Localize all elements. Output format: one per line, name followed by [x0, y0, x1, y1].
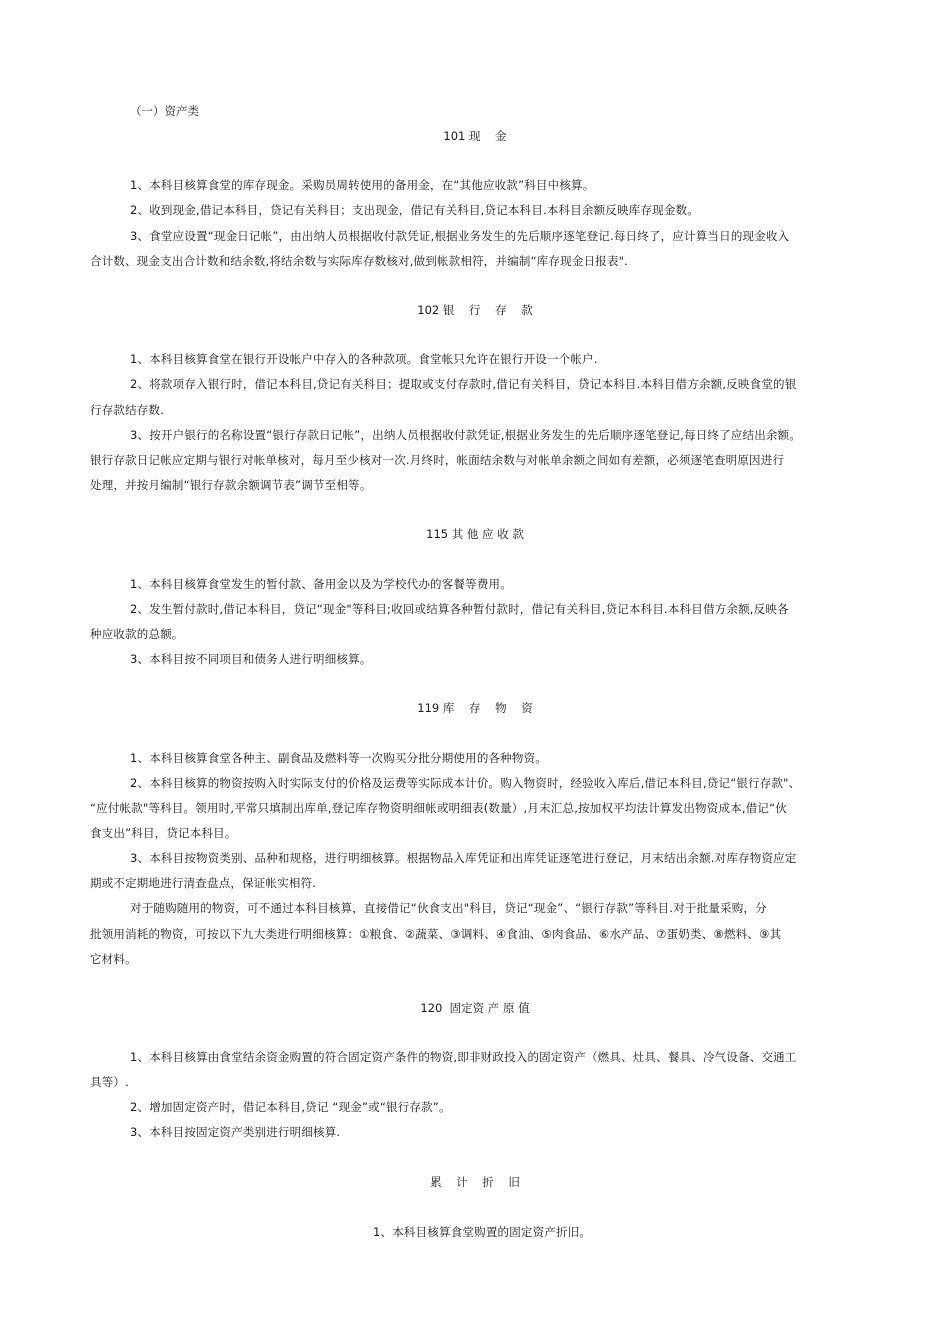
heading-101-cash: 101 现 金: [443, 129, 507, 143]
paragraph-line: 2、收到现金,借记本科目，贷记有关科目；支出现金，借记有关科目,贷记本科目.本科目余额反映库存现金数。: [130, 203, 699, 217]
paragraph-line: 2、本科目核算的物资按购入时实际支付的价格及运费等实际成本计价。购入物资时，经验收入库后,借记本科目,贷记“银行存款"、: [130, 776, 801, 790]
paragraph-line: 3、本科目按物资类别、品种和规格，进行明细核算。根据物品入库凭证和出库凭证逐笔进行登记，月末结出余额.对库存物资应定: [130, 851, 797, 865]
paragraph-line: 种应收款的总额。: [90, 627, 184, 641]
heading-115-other-receivables: 115 其 他 应 收 款: [426, 527, 524, 541]
paragraph-line: 1、本科目核算食堂的库存现金。采购员周转使用的备用金，在“其他应收款”科目中核算。: [130, 178, 595, 192]
heading-102-bank-deposit: 102 银 行 存 款: [417, 303, 533, 317]
paragraph-line: 行存款结存数.: [90, 403, 165, 417]
paragraph-line: 食支出”科目，贷记本科目。: [90, 826, 237, 840]
section-label: （一）资产类: [130, 104, 199, 118]
heading-119-inventory: 119 库 存 物 资: [417, 701, 533, 715]
paragraph-line: 1、本科目核算食堂各种主、副食品及燃料等一次购买分批分期使用的各种物资。: [130, 751, 548, 765]
heading-accumulated-depreciation: 累 计 折 旧: [430, 1175, 520, 1189]
paragraph-line: 2、增加固定资产时，借记本科目,贷记 “现金”或“银行存款”。: [130, 1100, 451, 1114]
paragraph-line: 处理，并按月编制“银行存款余额调节表”调节至相等。: [90, 478, 372, 492]
heading-120-fixed-assets: 120 固定资 产 原 值: [420, 1001, 530, 1015]
paragraph-line: 它材料。: [90, 952, 137, 966]
paragraph-line: 2、将款项存入银行时，借记本科目,贷记有关科目；提取或支付存款时,借记有关科目，贷记本科目.本科目借方余额,反映食堂的银: [130, 377, 797, 391]
paragraph-line: 具等）.: [90, 1075, 129, 1089]
paragraph-line: 3、按开户银行的名称设置“银行存款日记帐”，出纳人员根据收付款凭证,根据业务发生的先后顺序逐笔登记,每日终了应结出余额。: [130, 428, 802, 442]
paragraph-line: 期或不定期地进行清查盘点，保证帐实相符.: [90, 876, 317, 890]
paragraph-line: 批领用消耗的物资，可按以下九大类进行明细核算：①粮食、②蔬菜、③调料、④食油、⑤肉食品、⑥水产品、⑦蛋奶类、⑧燃料、⑨其: [90, 927, 782, 941]
paragraph-line: 对于随购随用的物资，可不通过本科目核算，直接借记“伙食支出"科目，贷记“现金”、“银行存款”等科目.对于批量采购，分: [130, 901, 767, 915]
paragraph-line: 1、本科目核算食堂在银行开设帐户中存入的各种款项。食堂帐只允许在银行开设一个帐户.: [130, 352, 598, 366]
paragraph-line: 银行存款日记帐应定期与银行对帐单核对，每月至少核对一次.月终时，帐面结余数与对帐单余额之间如有差额，必须逐笔查明原因进行: [90, 453, 785, 467]
paragraph-line: 1、本科目核算食堂发生的暂付款、备用金以及为学校代办的客餐等费用。: [130, 577, 512, 591]
paragraph-line: “应付帐款"等科目。领用时,平常只填制出库单,登记库存物资明细帐或明细表(数量）,月末汇总,按加权平均法计算发出物资成本,借记“伙: [90, 801, 787, 815]
paragraph-line: 合计数、现金支出合计数和结余数,将结余数与实际库存数核对,做到帐款相符，并编制“库存现金日报表".: [90, 254, 629, 268]
paragraph-line: 3、食堂应设置“现金日记帐”，由出纳人员根据收付款凭证,根据业务发生的先后顺序逐笔登记.每日终了，应计算当日的现金收入: [130, 229, 790, 243]
paragraph-line: 1、本科目核算由食堂结余资金购置的符合固定资产条件的物资,即非财政投入的固定资产（燃具、灶具、餐具、冷气设备、交通工: [130, 1050, 797, 1064]
paragraph-line: 3、本科目按不同项目和债务人进行明细核算。: [130, 652, 372, 666]
paragraph-line: 3、本科目按固定资产类别进行明细核算.: [130, 1125, 341, 1139]
paragraph-line: 2、发生暂付款时,借记本科目，贷记“现金"等科目;收回或结算各种暂付款时，借记有关科目,贷记本科目.本科目借方余额,反映各: [130, 602, 789, 616]
paragraph-line: 1、本科目核算食堂购置的固定资产折旧。: [373, 1225, 592, 1239]
